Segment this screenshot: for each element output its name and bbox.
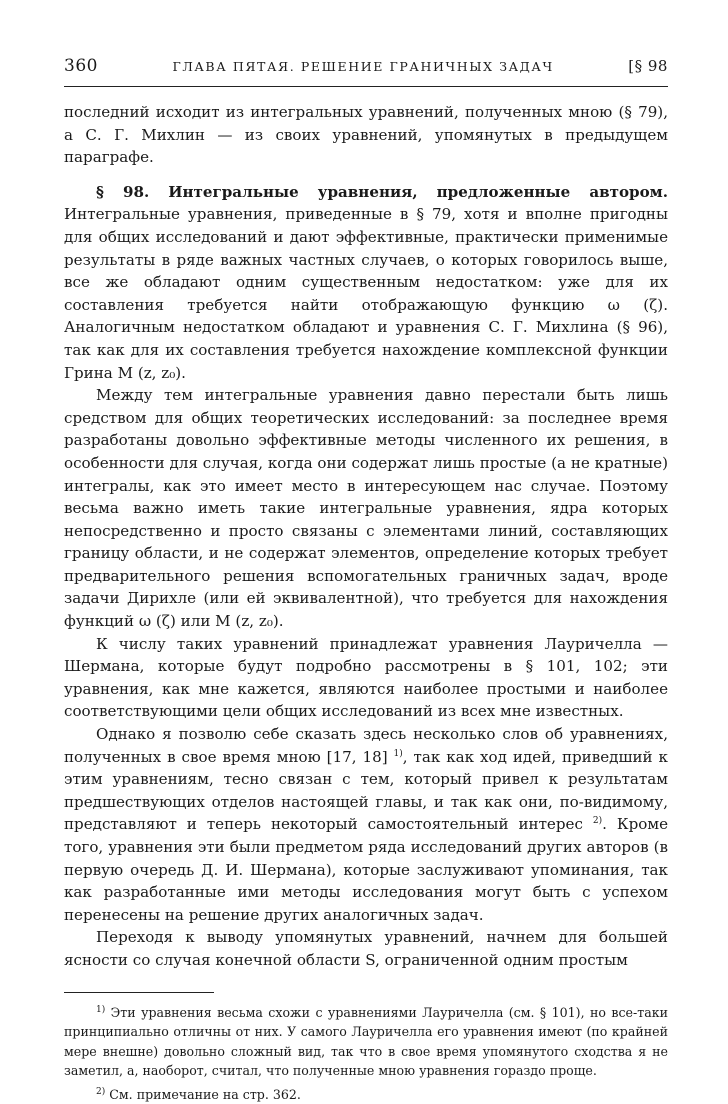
footnote-mark-1: 1): [96, 1004, 106, 1015]
paragraph-with-footnote-refs: [64, 723, 668, 926]
paragraph-text: Интегральные уравнения, приведенные в § 79, хотя и вполне пригодны для общих исследований и дают эффективные, практически применимые результаты в ряде важных частных случаев, о которых говорилось выше, все же обладают одним существенным недостатком: уже для их составления требуется найти отображающую функцию ω (ζ). Аналогичным недостатком обладают и уравнения С. Г. Михлина (§ 96), так как для их составления требуется нахождение комплексной функции Грина M (z, z₀).: [64, 205, 668, 382]
footnote-text: См. примечание на стр. 362.: [105, 1086, 301, 1102]
paragraph-text: , так как ход идей, приведший к этим уравнениям, тесно связан с тем, который привел к результатам предшествующих отделов настоящей главы, и так как они, по-видимому, представляют и теперь некоторый самостоятельный интерес: [64, 747, 668, 834]
page-number: 360: [64, 56, 98, 76]
paragraph-continued: последний исходит из интегральных уравнений, полученных мною (§ 79), а С. Г. Михлин — из своих уравнений, упомянутых в предыдущем параграфе.: [64, 103, 668, 167]
running-header: [64, 56, 668, 76]
paragraph-section-intro: [64, 181, 668, 384]
footnote-mark-2: 2): [96, 1086, 106, 1097]
footnote-1: [64, 1003, 668, 1081]
paragraph-text: . Кроме того, уравнения эти были предметом ряда исследований других авторов (в первую очередь Д. И. Шермана), которые заслуживают упоминания, так как разработанные ими методы исследования могут быть с успехом перенесены на решение других аналогичных задач.: [64, 815, 669, 924]
paragraph-text: Однако я позволю себе сказать здесь несколько слов об уравнениях, полученных в свое время мною [17, 18]: [64, 725, 668, 766]
paragraph: К числу таких уравнений принадлежат уравнения Лауричелла — Шермана, которые будут подробно рассмотрены в § 101, 102; эти уравнения, как мне кажется, являются наиболее простыми и наиболее соответствующими цели общих исследований из всех мне известных.: [64, 634, 668, 721]
paragraph: Между тем интегральные уравнения давно перестали быть лишь средством для общих теоретических исследований: за последнее время разработаны довольно эффективные методы численного их решения, в особенности для случая, когда они содержат лишь простые (а не кратные) интегралы, как это имеет место в интересующем нас случае. Поэтому весьма важно иметь такие интегральные уравнения, ядра которых непосредственно и просто связаны с элементами линий, составляющих границу области, и не содержат элементов, определение которых требует предварительного решения вспомогательных граничных задач, вроде задачи Дирихле (или ей эквивалентной), что требуется для нахождения функций ω (ζ) или M (z, z₀).: [64, 386, 668, 631]
paragraph: Переходя к выводу упомянутых уравнений, начнем для большей ясности со случая конечной области S, ограниченной одним простым: [64, 928, 668, 969]
footnote-ref-1: 1): [393, 748, 403, 759]
book-page: [64, 56, 668, 1104]
section-heading: § 98. Интегральные уравнения, предложенные автором.: [96, 182, 668, 201]
footnote-ref-2: 2): [592, 816, 603, 827]
footnote-2: [64, 1085, 668, 1104]
header-rule: [64, 86, 668, 87]
footnote-rule: [64, 992, 214, 993]
footnote-text: Эти уравнения весьма схожи с уравнениями Лауричелла (см. § 101), но все-таки принципиально отличны от них. У самого Лауричелла его уравнения имеют (по крайней мере внешне) довольно сложный вид, так что в свое время упомянутого сходства я не заметил, а, наоборот, считал, что полученные мною уравнения гораздо проще.: [64, 1004, 668, 1079]
running-title: ГЛАВА ПЯТАЯ. РЕШЕНИЕ ГРАНИЧНЫХ ЗАДАЧ: [172, 59, 554, 74]
section-reference: [§ 98: [628, 57, 668, 75]
